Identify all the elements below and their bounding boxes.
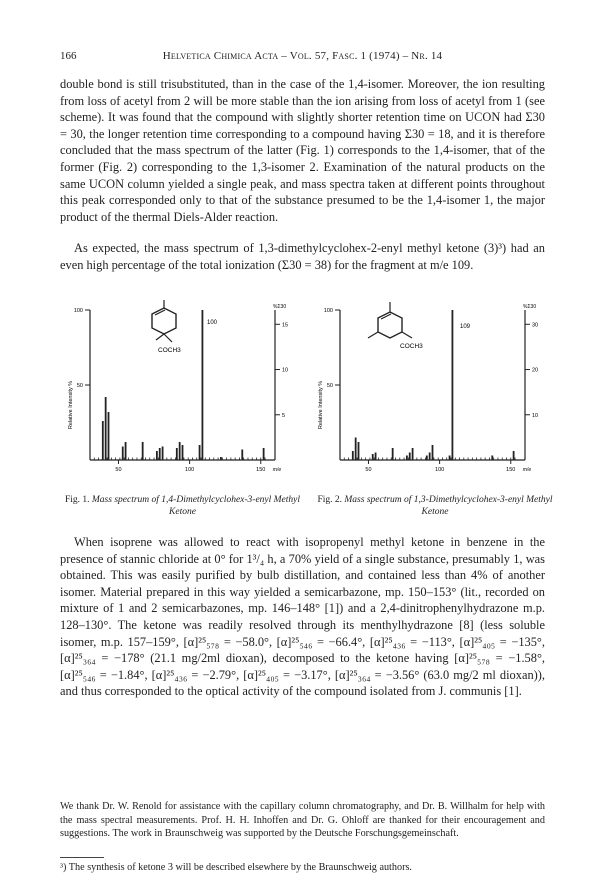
- fig2-x-tick-label: 50: [365, 467, 372, 473]
- fig2-bar: [355, 438, 357, 461]
- fig2-x-tick-label: 150: [506, 467, 516, 473]
- fig1-peak-label: 100: [207, 320, 218, 326]
- fig1-bar: [142, 442, 144, 460]
- fig2-bar: [432, 445, 434, 460]
- acknowledgements: We thank Dr. W. Renold for assistance with the capillary column chromatography, and Dr. B. Willhalm for help with the mass spectral measurements. Prof. H. H. Inhoffen and Dr. G. Ohloff are thanked for their encouragement and suggestions. The work in Braunschweig was supported by the Deutsche Forschungsgemeinschaft.: [60, 801, 545, 840]
- figure-1: [60, 300, 310, 490]
- fig1-right-tick-label: 10: [282, 367, 289, 374]
- fig2-bar: [491, 456, 493, 461]
- paragraph-1: double bond is still trisubstituted, than in the case of the 1,4-isomer. Moreover, the ion resulting from loss of acetyl from 2 will be more stable than the ion arising from loss of acetyl from 1 (see scheme). It was found that the compound with slightly shorter retention time on UCON had Σ30 = 30, the longer retention time corresponding to a compound having Σ30 = 18, and it is therefore concluded that the mass spectrum of the latter (Fig. 1) corresponds to the 1,4-isomer, that of the former (Fig. 2) corresponding to the 1,3-isomer 2. Examination of the natural products on the same UCON column yielded a single peak, and mass spectra taken at different points throughout this peak corresponded only to that of the substance presumed to be the 1,4-isomer 1, the major product of the thermal Diels-Alder reaction.: [60, 77, 545, 224]
- fig1-bar: [159, 448, 161, 460]
- fig2-caption-label: Fig. 2.: [317, 495, 343, 505]
- fig1-bar: [199, 445, 201, 460]
- fig1-x-unit: m/e: [272, 467, 282, 473]
- fig2-y-label: Relative Intensity %: [318, 380, 324, 430]
- fig2-structure: [368, 302, 423, 350]
- fig1-x-tick-label: 50: [115, 467, 122, 473]
- fig2-bar: [513, 451, 515, 460]
- fig2-bar: [452, 310, 454, 460]
- fig2-right-tick-label: 10: [532, 412, 539, 419]
- paragraph-3: When isoprene was allowed to react with isopropenyl methyl ketone in benzene in the presence of stannic chloride at 0° for 1³/₄ h, a 70% yield of a single substance, presumably 1, was obtained. This was easily purified by bulb distillation, and contained less than 4% of another isomer. Material prepared in this way yielded a semicarbazone, mp. 150–153° (lit., recorded on mixture of 1 and 2 semicarbazones, mp. 146–148° [1]) and a 2,4-dinitrophenylhydrazone m.p. 128–130°. The ketone was readily resolved through its menthylhydrazone [8] (less soluble isomer, m.p. 157–159°, [α]²⁵₅₇₈ = −58.0°, [α]²⁵₅₄₆ = −66.4°, [α]²⁵₄₃₆ = −113°, [α]²⁵₄₀₅ = −135°, [α]²⁵₃₆₄ = −178° (21.1 mg/2ml dioxan), decomposed to the ketone having [α]²⁵₅₇₈ = −1.58°, [α]²⁵₅₄₆ = −1.84°, [α]²⁵₄₃₆ = −2.79°, [α]²⁵₄₀₅ = −3.17°, [α]²⁵₃₆₄ = −3.56° (63.0 mg/2 ml dioxan)), and thus corresponded to the optical activity of the compound isolated from J. communis [1].: [60, 535, 545, 699]
- fig1-caption-label: Fig. 1.: [64, 495, 90, 505]
- fig2-bar: [426, 456, 428, 461]
- figure-2: [310, 300, 560, 490]
- fig1-left-tick-label: 100: [73, 308, 83, 314]
- fig2-x-unit: m/e: [522, 467, 532, 473]
- fig1-bar: [102, 421, 104, 460]
- journal-title: Helvetica Chimica Acta – Vol. 57, Fasc. 1 (1974) – Nr. 14: [162, 50, 443, 62]
- fig2-chart: [310, 300, 560, 490]
- fig2-bar: [358, 442, 360, 460]
- fig1-bar: [220, 457, 222, 460]
- fig1-bar: [122, 447, 124, 461]
- fig1-x-tick-label: 150: [256, 467, 266, 473]
- fig1-right-tick-label: 5: [282, 412, 286, 419]
- fig1-y-label: Relative Intensity %: [68, 380, 74, 430]
- fig1-right-tick-label: 15: [282, 322, 289, 329]
- fig1-bar: [108, 412, 110, 460]
- fig1-substituent: COCH3: [158, 347, 181, 354]
- fig2-bar: [372, 454, 374, 460]
- fig2-bar: [406, 456, 408, 461]
- fig1-chart: [60, 300, 310, 490]
- fig1-caption-text: Mass spectrum of 1,4-Dimethylcyclohex-3-enyl Methyl Ketone: [91, 495, 301, 517]
- fig1-structure: [152, 300, 181, 354]
- fig2-right-axis-label: %Σ30: [523, 304, 537, 310]
- fig1-bar: [179, 442, 181, 460]
- fig1-x-tick-label: 100: [185, 467, 195, 473]
- fig1-bar: [241, 450, 243, 461]
- fig1-bar: [125, 442, 127, 460]
- fig1-bar: [156, 451, 158, 460]
- fig2-right-tick-label: 30: [532, 322, 539, 329]
- fig1-bar: [202, 310, 204, 460]
- fig2-bar: [412, 448, 414, 460]
- fig2-left-tick-label: 50: [326, 383, 333, 389]
- fig2-caption-text: Mass spectrum of 1,3-Dimethylcyclohex-3-enyl Methyl Ketone: [344, 495, 553, 517]
- fig2-left-tick-label: 100: [323, 308, 333, 314]
- fig2-x-tick-label: 100: [435, 467, 445, 473]
- paragraph-2: As expected, the mass spectrum of 1,3-dimethylcyclohex-2-enyl methyl ketone (3)³) had an even high percentage of the total ionization (Σ30 = 38) for the fragment at m/e 109.: [60, 241, 545, 272]
- fig1-bar: [162, 447, 164, 461]
- fig1-bar: [182, 445, 184, 460]
- fig1-bar: [176, 448, 178, 460]
- fig1-left-tick-label: 50: [76, 383, 83, 389]
- fig1-caption: [60, 494, 305, 518]
- fig2-bar: [375, 453, 377, 461]
- page-number: 166: [60, 50, 77, 62]
- fig2-bar: [429, 453, 431, 461]
- fig2-bar: [449, 456, 451, 461]
- footnote-rule: [60, 857, 104, 858]
- fig2-peak-label: 109: [460, 324, 471, 330]
- fig2-bar: [392, 448, 394, 460]
- fig1-bar: [105, 397, 107, 460]
- fig2-bar: [409, 453, 411, 461]
- fig1-right-axis-label: %Σ30: [273, 304, 287, 310]
- fig1-bar: [263, 448, 265, 460]
- fig2-right-tick-label: 20: [532, 367, 539, 374]
- footnote: ³) The synthesis of ketone 3 will be described elsewhere by the Braunschweig authors.: [60, 862, 412, 873]
- fig2-bar: [352, 451, 354, 460]
- fig2-caption: [310, 494, 560, 518]
- fig2-substituent: COCH3: [400, 343, 423, 350]
